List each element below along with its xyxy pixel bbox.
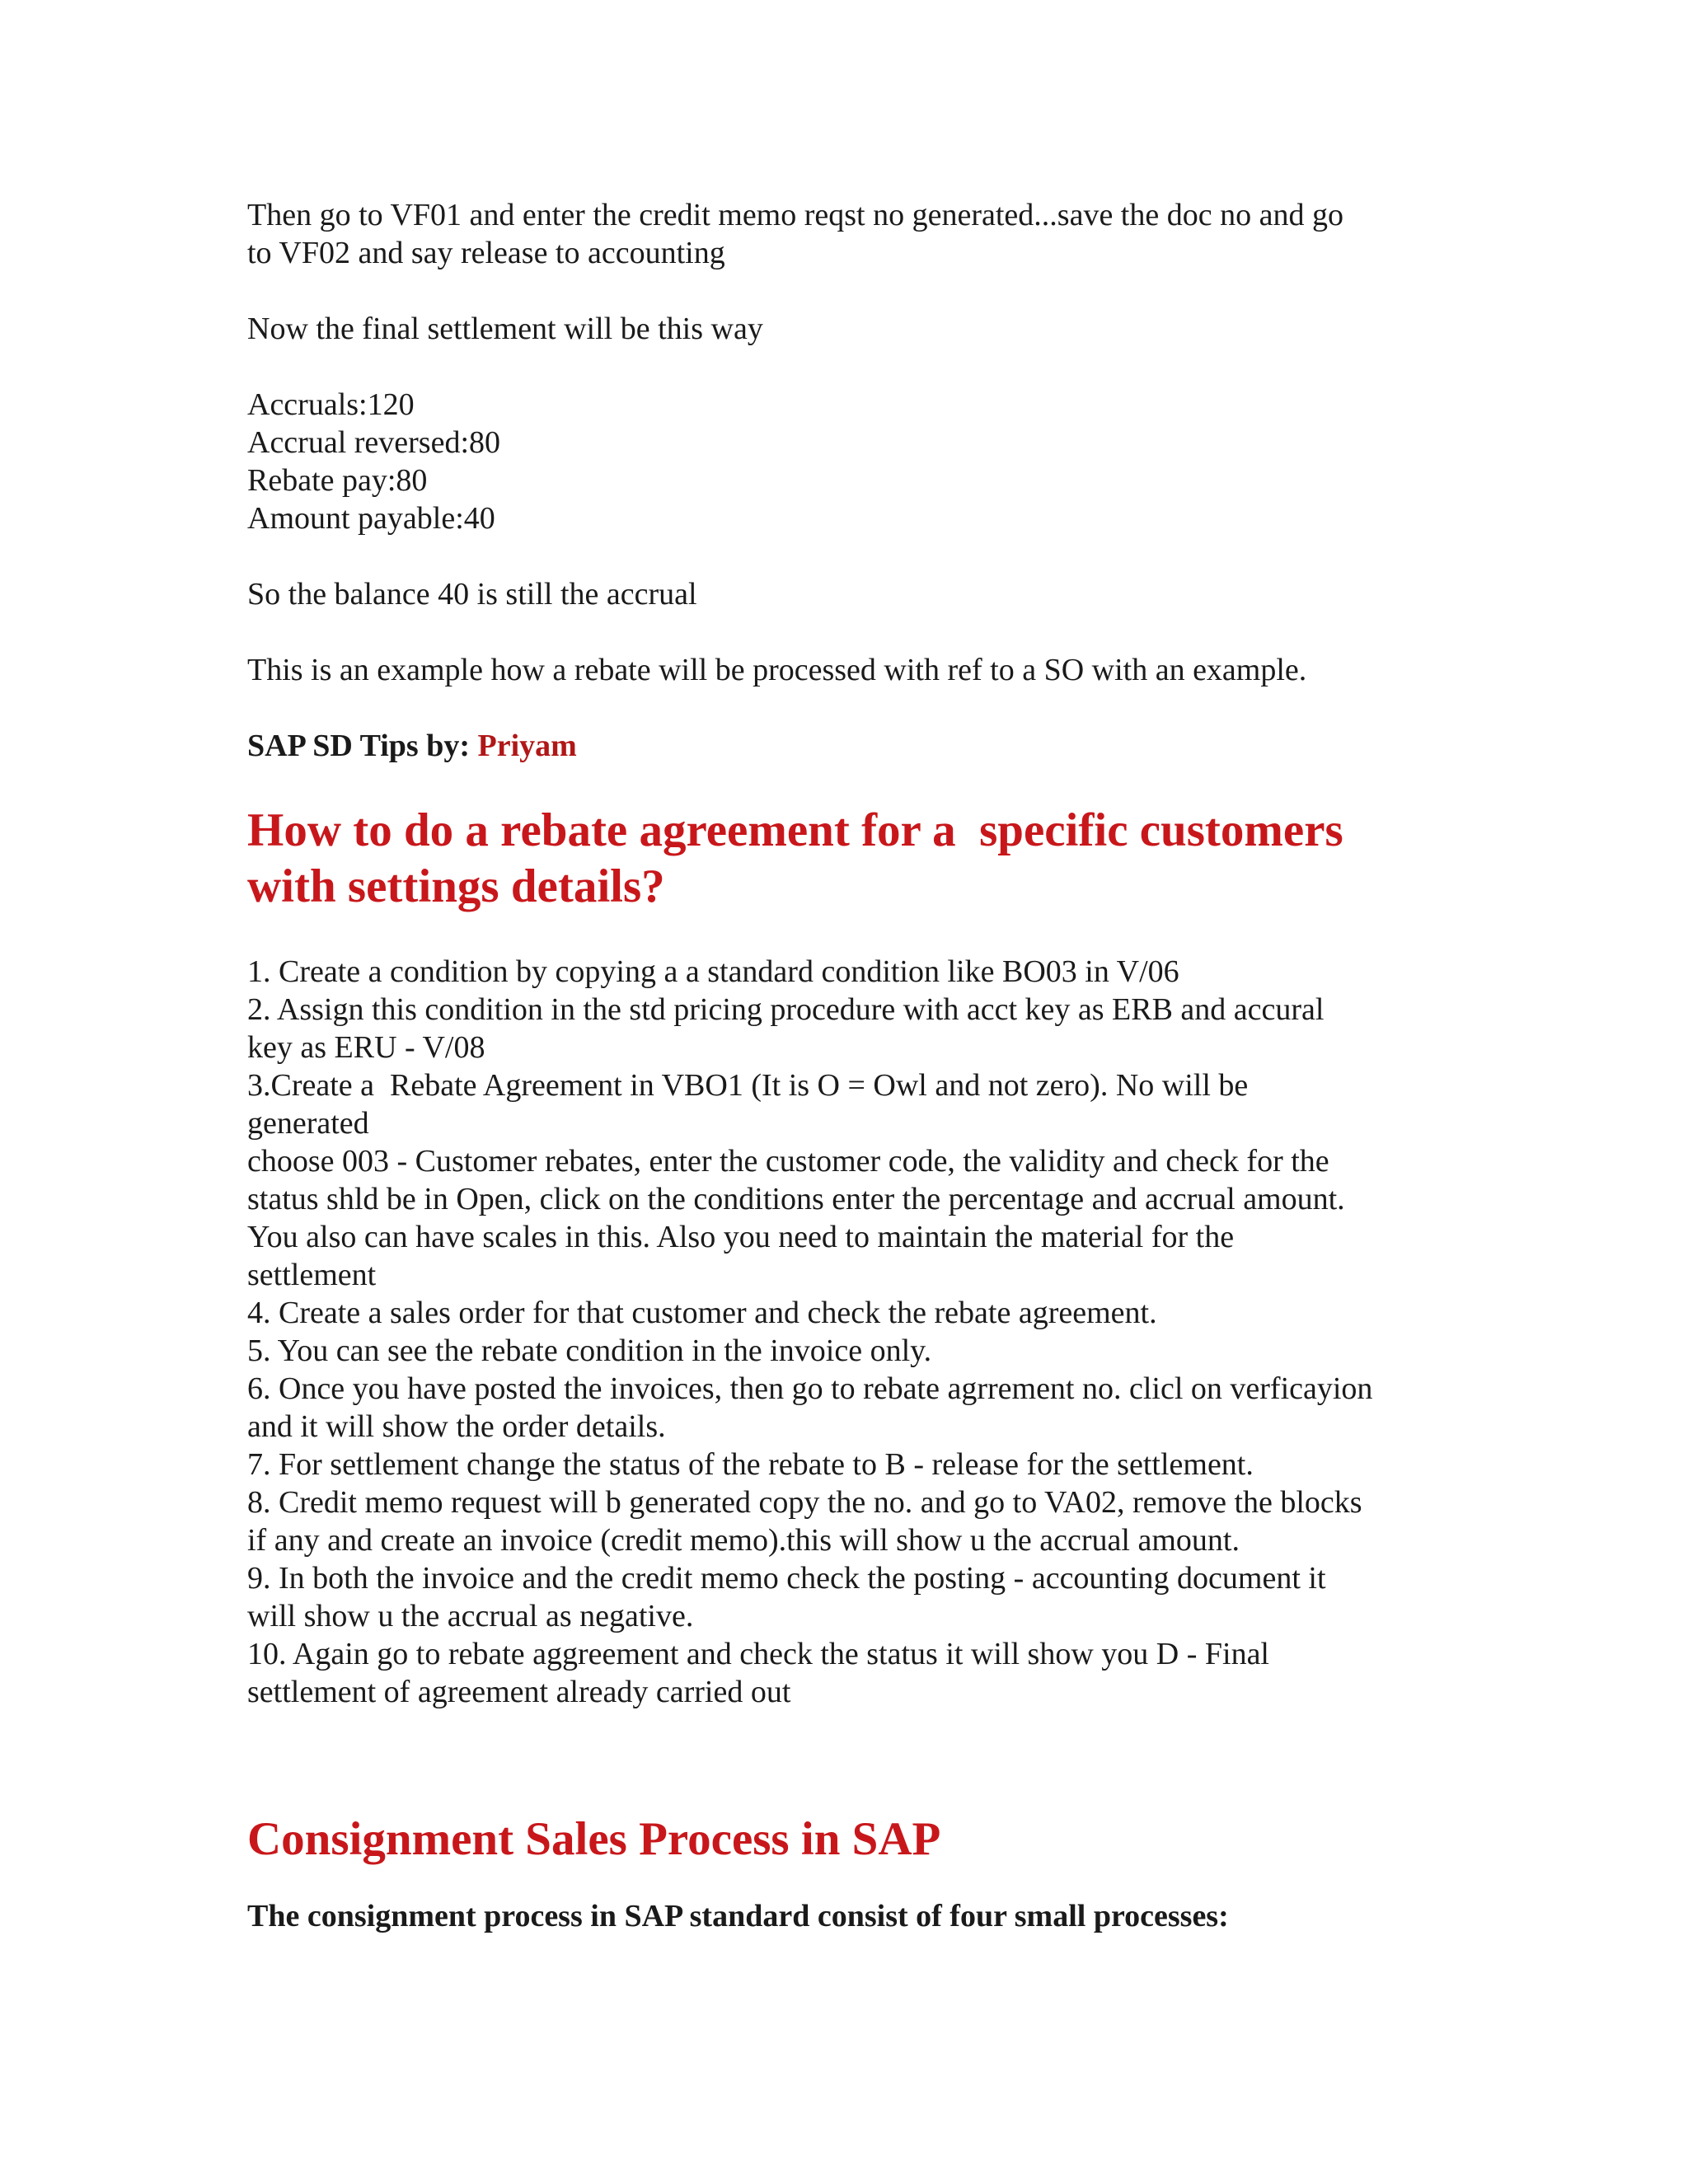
step-line: choose 003 - Customer rebates, enter the customer code, the validity and check for the xyxy=(247,1144,1329,1179)
step-line: 6. Once you have posted the invoices, then go to rebate agrrement no. clicl on verficayion xyxy=(247,1371,1373,1406)
step-line: settlement of agreement already carried out xyxy=(247,1675,791,1709)
rebate-steps xyxy=(247,953,1467,1711)
step-line: 10. Again go to rebate aggreement and check the status it will show you D - Final xyxy=(247,1637,1269,1671)
accruals-line: Accruals:120 xyxy=(247,387,415,422)
step-line: 3.Create a Rebate Agreement in VBO1 (It is O = Owl and not zero). No will be xyxy=(247,1068,1249,1103)
step-line: 4. Create a sales order for that customer and check the rebate agreement. xyxy=(247,1296,1157,1330)
step-line: generated xyxy=(247,1106,369,1141)
rebate-pay-line: Rebate pay:80 xyxy=(247,463,428,498)
step-line: status shld be in Open, click on the conditions enter the percentage and accrual amount. xyxy=(247,1182,1345,1216)
step-line: and it will show the order details. xyxy=(247,1409,666,1444)
step-line: 8. Credit memo request will b generated copy the no. and go to VA02, remove the blocks xyxy=(247,1485,1362,1520)
document-page xyxy=(247,196,1467,1935)
step-line: key as ERU - V/08 xyxy=(247,1030,485,1065)
body-text-line: So the balance 40 is still the accrual xyxy=(247,577,697,612)
tips-credit xyxy=(247,727,1467,765)
step-line: 2. Assign this condition in the std pricing procedure with acct key as ERB and accural xyxy=(247,992,1325,1027)
body-text-line: to VF02 and say release to accounting xyxy=(247,236,725,270)
accrual-reversed-line: Accrual reversed:80 xyxy=(247,425,501,460)
section-heading xyxy=(247,803,1467,915)
amount-payable-line: Amount payable:40 xyxy=(247,501,495,536)
section-heading: Consignment Sales Process in SAP xyxy=(247,1813,941,1865)
section-subheading: The consignment process in SAP standard consist of four small processes: xyxy=(247,1899,1229,1933)
step-line: if any and create an invoice (credit memo).this will show u the accrual amount. xyxy=(247,1523,1240,1558)
body-text-line: This is an example how a rebate will be processed with ref to a SO with an example. xyxy=(247,653,1307,687)
step-line: 9. In both the invoice and the credit memo check the posting - accounting document it xyxy=(247,1561,1326,1596)
step-line: settlement xyxy=(247,1258,377,1292)
step-line: 7. For settlement change the status of the rebate to B - release for the settlement. xyxy=(247,1447,1254,1482)
body-text-line: Now the final settlement will be this way xyxy=(247,312,763,346)
heading-line: with settings details? xyxy=(247,860,665,912)
step-line: You also can have scales in this. Also you need to maintain the material for the xyxy=(247,1220,1235,1254)
body-text-line: Then go to VF01 and enter the credit memo reqst no generated...save the doc no and go xyxy=(247,198,1343,232)
step-line: 5. You can see the rebate condition in the invoice only. xyxy=(247,1333,932,1368)
tips-label: SAP SD Tips by: xyxy=(247,729,471,763)
step-line: will show u the accrual as negative. xyxy=(247,1599,694,1633)
heading-line: How to do a rebate agreement for a specific customers xyxy=(247,804,1343,856)
step-line: 1. Create a condition by copying a a standard condition like BO03 in V/06 xyxy=(247,954,1179,989)
tips-author: Priyam xyxy=(477,729,577,763)
